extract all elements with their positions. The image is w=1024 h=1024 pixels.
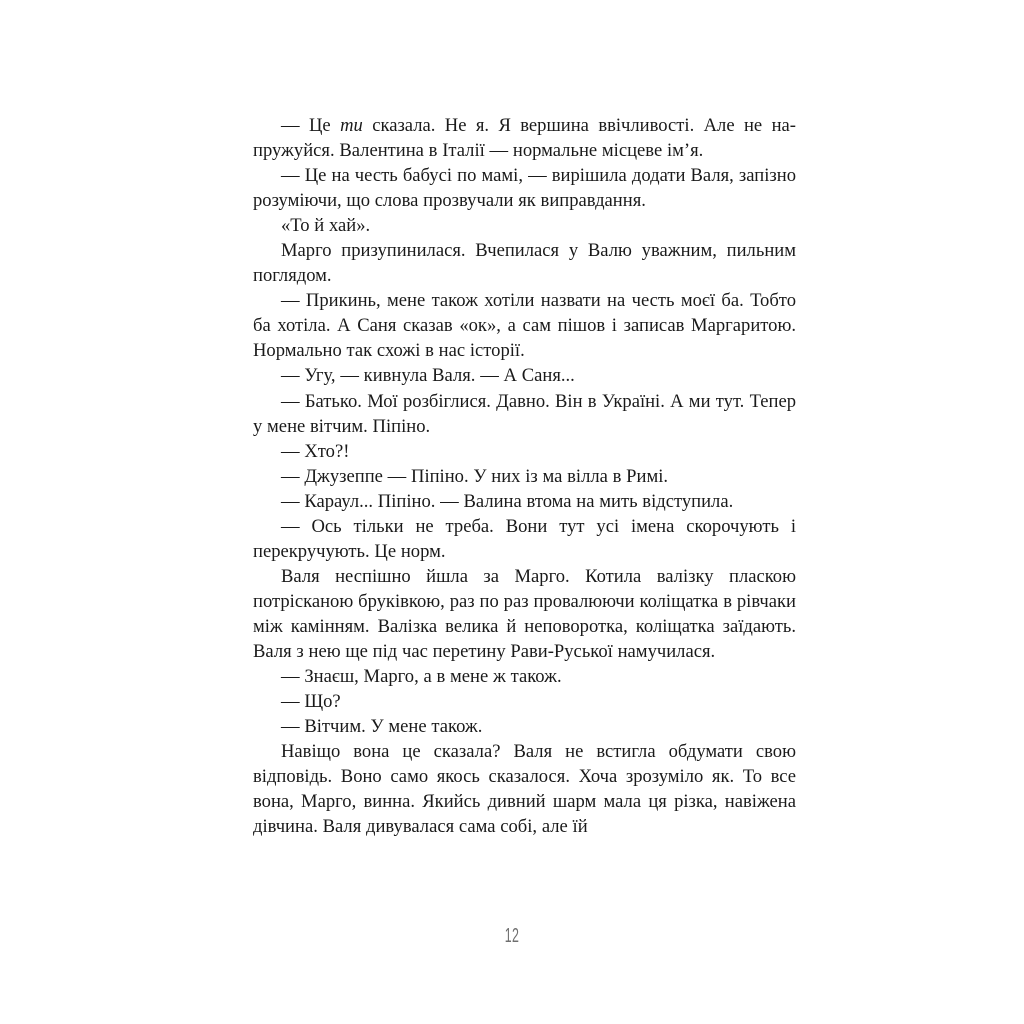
paragraph: — Угу, — кивнула Валя. — А Саня...	[281, 365, 575, 387]
page-number: 12	[504, 925, 520, 947]
paragraph: — Знаєш, Марго, а в мене ж також.	[281, 666, 562, 688]
paragraph-text-rest: сказала. Не я. Я вершина ввічливості. Але не напружуйся. Валентина в Італії — нормальне місцеве ім’я.	[253, 115, 796, 162]
paragraph: — Джузеппе — Піпіно. У них із ма вілла в Римі.	[281, 465, 669, 487]
page-text-block	[253, 113, 796, 839]
paragraph	[253, 113, 796, 163]
paragraph-text-lead: — Це	[281, 115, 341, 136]
paragraph: — Це на честь бабусі по мамі, — вирішила додати Валя, запізно розуміючи, що слова прозвучали як виправдання.	[253, 165, 796, 212]
paragraph: — Батько. Мої розбіглися. Давно. Він в Україні. А ми тут. Тепер у мене вітчим. Піпіно.	[253, 390, 796, 437]
paragraph: — Ось тільки не треба. Вони тут усі імена скорочують і перекручують. Це норм.	[253, 515, 796, 562]
paragraph: — Караул... Піпіно. — Валина втома на мить відступила.	[281, 490, 734, 512]
emphasis-word: ти	[340, 115, 363, 136]
paragraph: — Вітчим. У мене також.	[281, 716, 483, 738]
paragraph: Марго призупинилася. Вчепилася у Валю уважним, пильним поглядом.	[253, 240, 796, 287]
paragraph: «То й хай».	[281, 215, 371, 237]
paragraph: — Прикинь, мене також хотіли назвати на честь моєї ба. Тобто ба хотіла. А Саня сказав «ок», а сам пішов і записав Маргаритою. Нормально так схожі в нас історії.	[253, 290, 796, 362]
paragraph: — Хто?!	[281, 440, 350, 462]
paragraph: Навіщо вона це сказала? Валя не встигла обдумати свою відповідь. Воно само якось сказалося. Хоча зрозуміло як. То все вона, Марго, винна. Якийсь дивний шарм мала ця різка, навіжена дівчина. Валя дивувалася сама собі, але їй	[253, 741, 796, 838]
paragraph: Валя неспішно йшла за Марго. Котила валізку пласкою потрісканою бруківкою, раз по раз провалюючи коліщатка в рівчаки між камінням. Валізка велика й неповоротка, коліщатка заїдають. Валя з нею ще під час перетину Рави-Руської намучилася.	[253, 565, 796, 662]
paragraph: — Що?	[281, 691, 341, 713]
